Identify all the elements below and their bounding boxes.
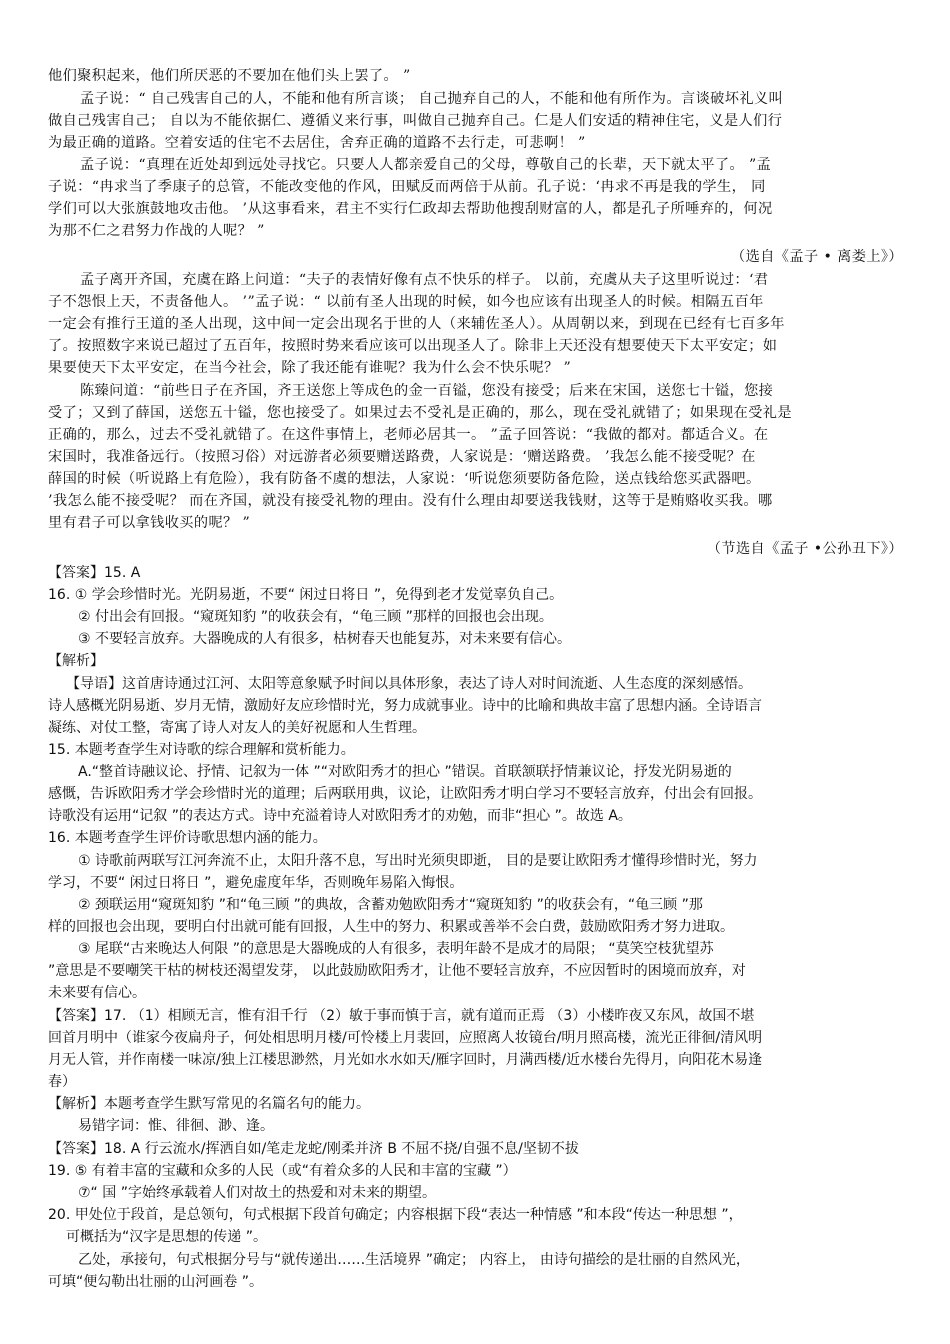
- text-line: 为那不仁之君努力作战的人呢？ ”: [48, 223, 265, 239]
- text-line: A.“整首诗融议论、抒情、记叙为一体 ”“对欧阳秀才的担心 ”错误。首联颔联抒情兼议论，抒发光阴易逝的: [78, 764, 732, 780]
- text-line: 子不怨恨上天，不责备他人。 ’”孟子说：“ 以前有圣人出现的时候，如今也应该有出现圣人的时候。相隔五百年: [48, 294, 764, 310]
- text-line: 学们可以大张旗鼓地攻击他。 ’从这事看来，君主不实行仁政却去帮助他搜刮财富的人，都是孔子所唾弃的，何况: [48, 201, 773, 217]
- text-line: 孟子说：“ 自己残害自己的人，不能和他有所言谈； 自己抛弃自己的人，不能和他有所作为。言谈破坏礼义叫: [80, 91, 784, 107]
- text-line: 诗歌没有运用“记叙 ”的表达方式。诗中充溢着诗人对欧阳秀才的劝勉，而非“担心 ”。故选 A。: [48, 808, 632, 824]
- text-line: 孟子说：“真理在近处却到远处寻找它。只要人人都亲爱自己的父母，尊敬自己的长辈，天下就太平了。 ”孟: [80, 157, 772, 173]
- text-line: 孟子离开齐国，充虞在路上问道：“夫子的表情好像有点不快乐的样子。 以前，充虞从夫子这里听说过：‘君: [80, 272, 769, 288]
- text-line: ”意思是不要嘲笑干枯的树枝还渴望发芽， 以此鼓励欧阳秀才，让他不要轻言放弃，不应因暂时的困境而放弃，对: [48, 963, 746, 979]
- source-citation: （节选自《孟子 •公孙丑下》）: [706, 541, 903, 557]
- text-line: 感慨，告诉欧阳秀才学会珍惜时光的道理；后两联用典，议论，让欧阳秀才明白学习不要轻言放弃，付出会有回报。: [48, 786, 762, 802]
- text-line: ① 诗歌前两联写江河奔流不止，太阳升落不息，写出时光须臾即逝， 目的是要让欧阳秀才懂得珍惜时光，努力: [78, 853, 758, 869]
- text-line: 陈臻问道：“前些日子在齐国，齐王送您上等成色的金一百镒，您没有接受；后来在宋国，送您七十镒，您接: [80, 383, 774, 399]
- text-line: 月无人管，并作南楼一味凉/独上江楼思渺然，月光如水水如天/雁字回时，月满西楼/近水楼台先得月，向阳花木易逢: [48, 1052, 763, 1068]
- text-line: 果要使天下太平安定，在当今社会，除了我还能有谁呢？我为什么会不快乐呢？ ”: [48, 360, 572, 376]
- text-line: ③ 不要轻言放弃。大器晚成的人有很多，枯树春天也能复苏，对未来要有信心。: [78, 631, 571, 647]
- text-line: 【答案】18. A 行云流水/挥洒自如/笔走龙蛇/刚柔并济 B 不屈不挠/自强不息/坚韧不拔: [48, 1141, 579, 1157]
- text-line: 做自己残害自己； 自以为不能依据仁、遵循义来行事，叫做自己抛弃自己。仁是人们安适的精神住宅，义是人们行: [48, 113, 783, 129]
- text-line: 子说：“冉求当了季康子的总管，不能改变他的作风，田赋反而两倍于从前。孔子说：‘冉求不再是我的学生， 同: [48, 179, 766, 195]
- text-line: 了。按照数字来说已超过了五百年，按照时势来看应该可以出现圣人了。除非上天还没有想要使天下太平安定；如: [48, 338, 778, 354]
- text-line: 正确的，那么，过去不受礼就错了。在这件事情上，老师必居其一。 ”孟子回答说：“我做的都对。都适合义。在: [48, 427, 769, 443]
- text-line: 春）: [48, 1074, 76, 1090]
- text-line: ⑦“ 国 ”字始终承载着人们对故土的热爱和对未来的期望。: [78, 1185, 436, 1201]
- text-line: 20. 甲处位于段首，是总领句，句式根据下段首句确定；内容根据下段“表达一种情感 ”和本段“传达一种思想 ”，: [48, 1207, 743, 1223]
- text-line: 16. ① 学会珍惜时光。光阴易逝，不要“ 闲过日将日 ”，免得到老才发觉辜负自己。: [48, 587, 564, 603]
- text-line: 宋国时，我准备远行。（按照习俗）对远游者必须要赠送路费，人家说是：‘赠送路费。 ’我怎么能不接受呢？在: [48, 449, 756, 465]
- text-line: 易错字词：惟、徘徊、渺、逢。: [78, 1118, 274, 1134]
- text-line: 19. ⑤ 有着丰富的宝藏和众多的人民（或“有着众多的人民和丰富的宝藏 ”）: [48, 1163, 517, 1179]
- text-line: 回首月明中（谁家今夜扁舟子，何处相思明月楼/可怜楼上月裴回，应照离人妆镜台/明月照高楼，流光正徘徊/清风明: [48, 1030, 763, 1046]
- text-line: 薛国的时候（听说路上有危险），我有防备不虞的想法，人家说：‘听说您须要防备危险，送点钱给您买武器吧。: [48, 471, 761, 487]
- text-line: ② 付出会有回报。“窥斑知豹 ”的收获会有，“龟三顾 ”那样的回报也会出现。: [78, 609, 553, 625]
- text-line: 15. 本题考查学生对诗歌的综合理解和赏析能力。: [48, 742, 355, 758]
- text-line: 样的回报也会出现，要明白付出就可能有回报，人生中的努力、积累或善举不会白费，鼓励欧阳秀才努力进取。: [48, 919, 734, 935]
- text-line: 一定会有推行王道的圣人出现，这中间一定会出现名于世的人（来辅佐圣人）。从周朝以来，到现在已经有七百多年: [48, 316, 785, 332]
- text-line: ② 颈联运用“窥斑知豹 ”和“龟三顾 ”的典故，含蓄劝勉欧阳秀才“窥斑知豹 ”的收获会有，“龟三顾 ”那: [78, 897, 703, 913]
- text-line: 他们聚积起来，他们所厌恶的不要加在他们头上罢了。 ”: [48, 68, 411, 84]
- text-line: 16. 本题考查学生评价诗歌思想内涵的能力。: [48, 830, 327, 846]
- text-line: 可填“便勾勒出壮丽的山河画卷 ”。: [48, 1274, 263, 1290]
- text-line: 【解析】本题考查学生默写常见的名篇名句的能力。: [48, 1096, 370, 1112]
- text-line: 可概括为“汉字是思想的传递 ”。: [66, 1229, 267, 1245]
- text-line: 未来要有信心。: [48, 985, 146, 1001]
- text-line: 学习，不要“ 闲过日将日 ”，避免虚度年华，否则晚年易陷入悔恨。: [48, 875, 464, 891]
- text-line: 凝练、对仗工整，寄寓了诗人对友人的美好祝愿和人生哲理。: [48, 720, 426, 736]
- text-line: 【答案】15. A: [48, 565, 141, 581]
- text-line: 【解析】: [48, 653, 104, 669]
- text-line: ③ 尾联“古来晚达人何限 ”的意思是大器晚成的人有很多，表明年龄不是成才的局限； “莫笑空枝犹望苏: [78, 941, 714, 957]
- text-line: 乙处，承接句，句式根据分号与“就传递出……生活境界 ”确定； 内容上， 由诗句描绘的是壮丽的自然风光，: [78, 1252, 750, 1268]
- text-line: 受了；又到了薛国，送您五十镒，您也接受了。如果过去不受礼是正确的，那么，现在受礼就错了；如果现在受礼是: [48, 405, 792, 421]
- source-citation: （选自《孟子 • 离娄上》）: [731, 249, 903, 265]
- text-line: 为最正确的道路。空着安适的住宅不去居住，舍弃正确的道路不去行走，可悲啊！ ”: [48, 135, 586, 151]
- text-line: 【导语】这首唐诗通过江河、太阳等意象赋予时间以具体形象，表达了诗人对时间流逝、人生态度的深刻感悟。: [66, 676, 752, 692]
- text-line: 诗人感概光阴易逝、岁月无情，激励好友应珍惜时光，努力成就事业。诗中的比喻和典故丰富了思想内涵。全诗语言: [48, 698, 762, 714]
- text-line: 【答案】17. （1）相顾无言，惟有泪千行 （2）敏于事而慎于言，就有道而正焉 （3）小楼昨夜又东风，故国不堪: [48, 1008, 755, 1024]
- text-line: ’我怎么能不接受呢？ 而在齐国，就没有接受礼物的理由。没有什么理由却要送我钱财，这等于是贿赂收买我。哪: [48, 493, 773, 509]
- text-line: 里有君子可以拿钱收买的呢？ ”: [48, 515, 251, 531]
